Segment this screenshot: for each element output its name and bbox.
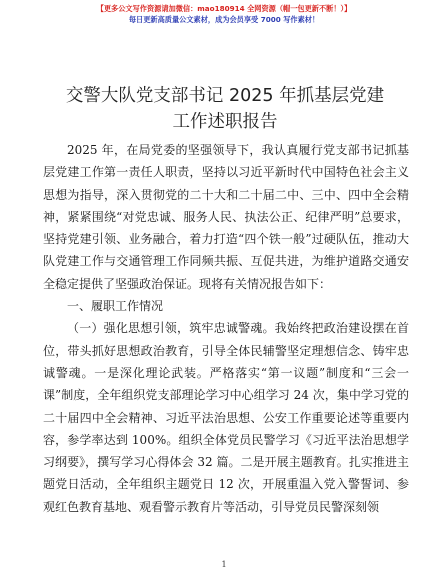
promo-line-2: 每日更新高质量公文素材，成为会员享受 7000 写作素材！	[128, 15, 320, 24]
intro-paragraph: 2025 年，在局党委的坚强领导下，我认真履行党支部书记抓基层党建工作第一责任人职责，坚持以习近平新时代中国特色社会主义思想为指导，深入贯彻党的二十大和二十届二中、三中、四中全会精神，紧紧围绕“对党忠诚、服务人民、执法公正、纪律严明”总要求，坚持党建引领、业务融合，着力打造“四个铁一般”过硬队伍，推动大队党建工作与交通管理工作同频共振、互促共进，为维护道路交通安全稳定提供了坚强政治保证。现将有关情况报告如下：	[43, 143, 409, 291]
page-number: 1	[221, 560, 227, 569]
promo-line-1: 【更多公文写作资源请加微信：mao180914 全网资源（帽一包更新不断！）】	[96, 4, 352, 13]
section-heading: 一、履职工作情况	[67, 299, 164, 314]
document-body	[43, 139, 409, 518]
body-paragraph: （一）强化思想引领，筑牢忠诚警魂。我始终把政治建设摆在首位，带头抓好思想政治教育，引导全体民辅警坚定理想信念、铸牢忠诚警魂。一是深化理论武装。严格落实“第一议题”制度和“三会一课”制度，全年组织党支部理论学习中心组学习 24 次，集中学习党的二十届四中全会精神、习近平法治思想、公安工作重要论述等重要内容，参学率达到 100%。组织全体党员民警学习《习近平法治思想学习纲要》，撰写学习心得体会 32 篇。二是开展主题教育。扎实推进主题党日活动，全年组织主题党日 12 次，开展重温入党入警誓词、参观红色教育基地、观看警示教育片等活动，引导党员民警深刻领	[43, 321, 409, 514]
promo-banner	[0, 3, 448, 25]
document-title: 交警大队党支部书记 2025 年抓基层党建工作述职报告	[65, 86, 385, 132]
